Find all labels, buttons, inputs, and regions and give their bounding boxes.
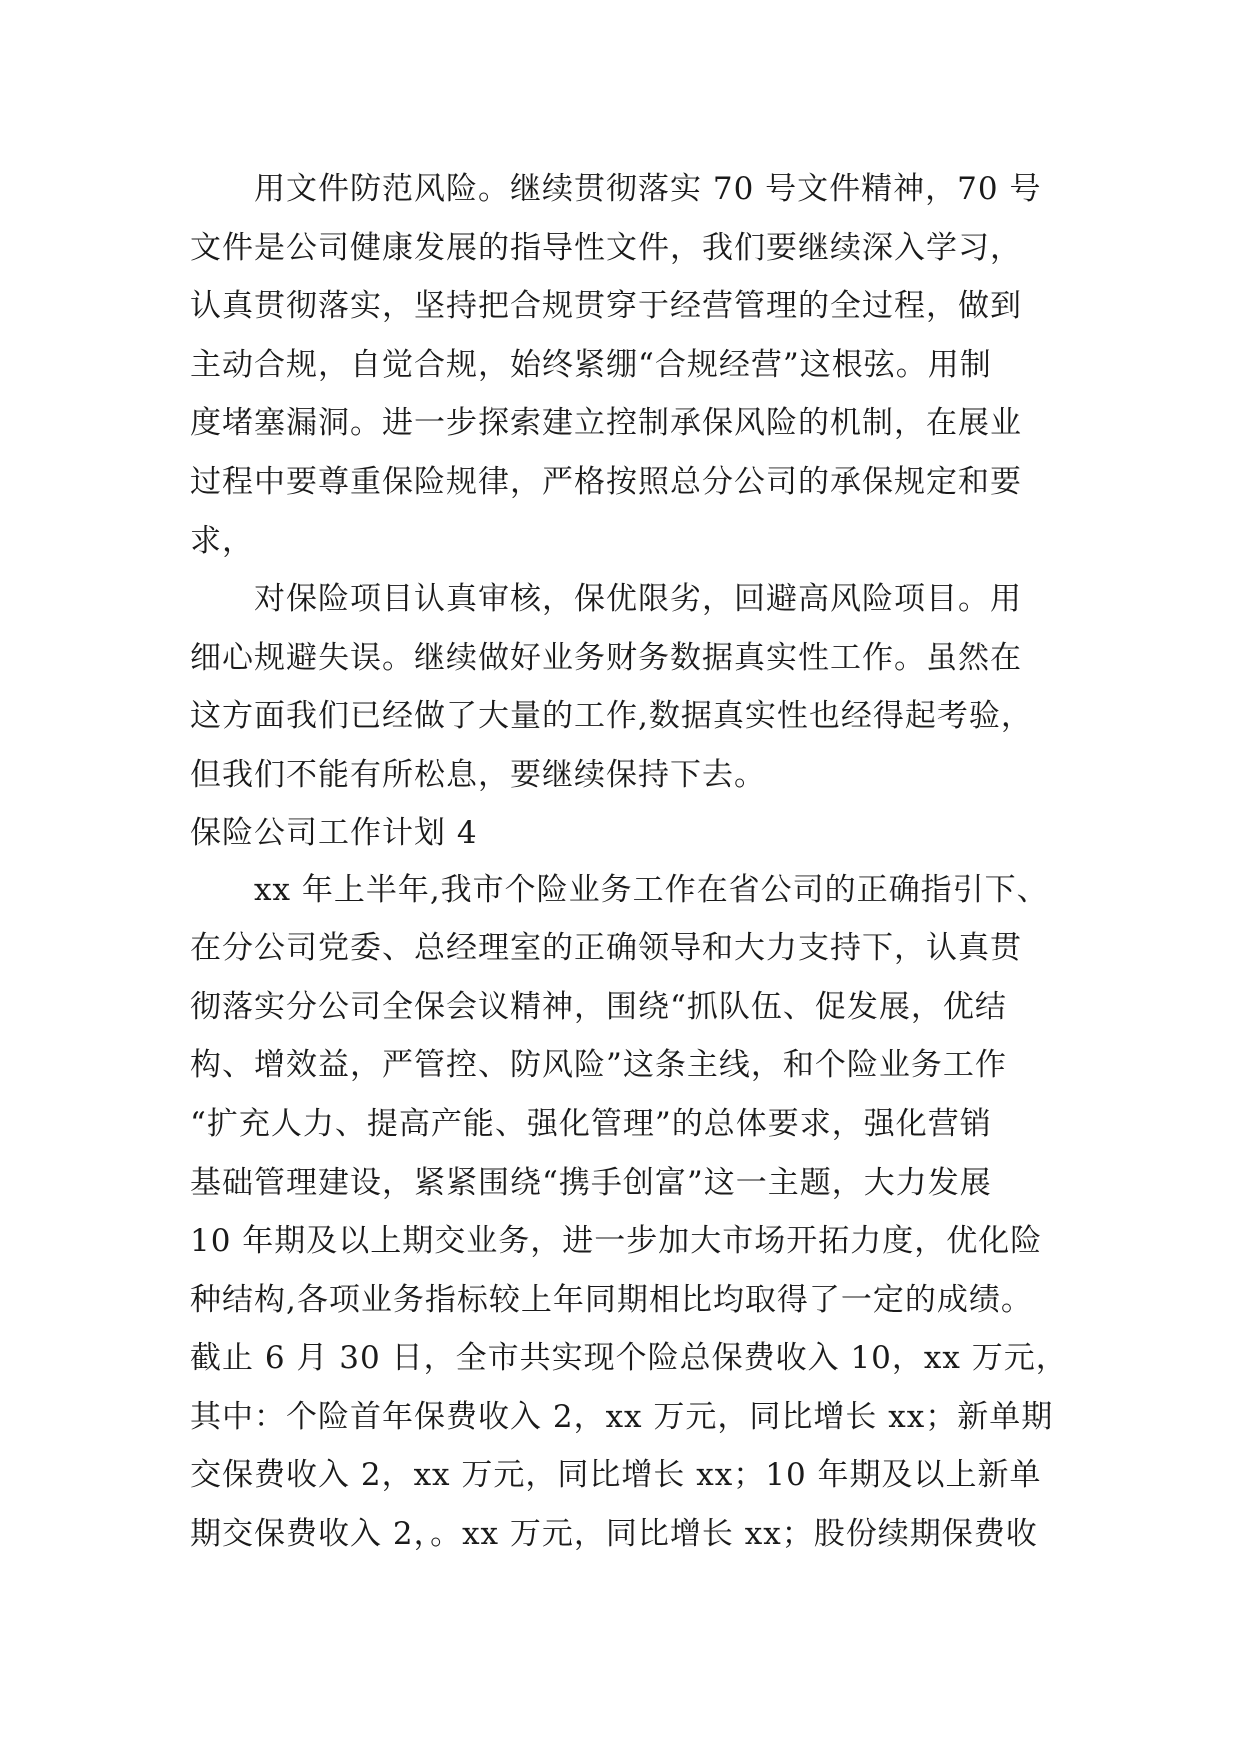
text-line: 期交保费收入 2，。xx 万元，同比增长 xx；股份续期保费收 bbox=[190, 1516, 1038, 1553]
text-line: 彻落实分公司全保会议精神，围绕“抓队伍、促发展，优结 bbox=[190, 988, 1007, 1025]
text-line: 对保险项目认真审核，保优限劣，回避高风险项目。用 bbox=[254, 581, 1022, 618]
paragraph-half-year-summary bbox=[190, 861, 1068, 1564]
section-heading: 保险公司工作计划 4 bbox=[190, 814, 478, 851]
text-line: 这方面我们已经做了大量的工作,数据真实性也经得起考验， bbox=[190, 698, 1033, 735]
text-line: 度堵塞漏洞。进一步探索建立控制承保风险的机制，在展业 bbox=[190, 405, 1022, 442]
text-line: 在分公司党委、总经理室的正确领导和大力支持下，认真贯 bbox=[190, 930, 1022, 967]
text-line: 截止 6 月 30 日，全市共实现个险总保费收入 10，xx 万元， bbox=[190, 1340, 1068, 1377]
paragraph-project-review bbox=[190, 570, 1050, 804]
text-line: 求， bbox=[190, 522, 254, 559]
text-line: 主动合规，自觉合规，始终紧绷“合规经营”这根弦。用制 bbox=[190, 346, 992, 383]
text-line: 种结构,各项业务指标较上年同期相比均取得了一定的成绩。 bbox=[190, 1281, 1033, 1318]
text-line: “扩充人力、提高产能、强化管理”的总体要求，强化营销 bbox=[190, 1105, 992, 1142]
text-line: 其中：个险首年保费收入 2，xx 万元，同比增长 xx；新单期 bbox=[190, 1398, 1054, 1435]
paragraph-risk-prevention bbox=[190, 160, 1050, 570]
text-line: 10 年期及以上期交业务，进一步加大市场开拓力度，优化险 bbox=[190, 1223, 1043, 1260]
text-line: 认真贯彻落实，坚持把合规贯穿于经营管理的全过程，做到 bbox=[190, 288, 1022, 325]
text-line: 过程中要尊重保险规律，严格按照总分公司的承保规定和要 bbox=[190, 463, 1022, 500]
text-line: 构、增效益，严管控、防风险”这条主线，和个险业务工作 bbox=[190, 1047, 1007, 1084]
text-line: 文件是公司健康发展的指导性文件，我们要继续深入学习， bbox=[190, 229, 1022, 266]
document-body bbox=[190, 160, 1068, 1564]
text-line: 基础管理建设，紧紧围绕“携手创富”这一主题，大力发展 bbox=[190, 1164, 992, 1201]
text-line: 但我们不能有所松息，要继续保持下去。 bbox=[190, 756, 766, 793]
text-line: 用文件防范风险。继续贯彻落实 70 号文件精神，70 号 bbox=[254, 171, 1042, 207]
text-line: xx 年上半年,我市个险业务工作在省公司的正确指引下、 bbox=[254, 871, 1049, 908]
text-line: 交保费收入 2，xx 万元，同比增长 xx；10 年期及以上新单 bbox=[190, 1457, 1042, 1494]
text-line: 细心规避失误。继续做好业务财务数据真实性工作。虽然在 bbox=[190, 639, 1022, 676]
